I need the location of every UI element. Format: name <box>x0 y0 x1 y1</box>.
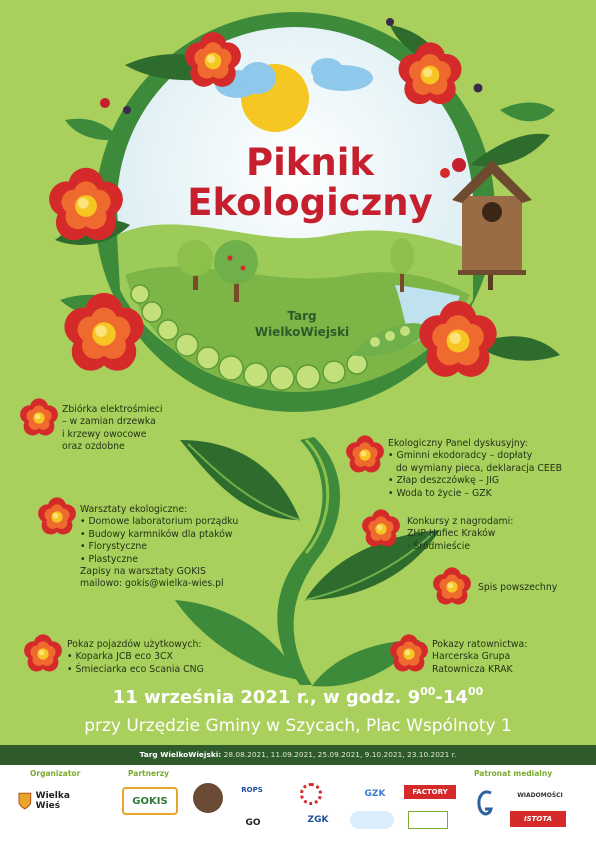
warsztaty-note: Zapisy na warsztaty GOKIS <box>80 566 206 578</box>
zbiorka-line: – w zamian drzewka <box>62 416 156 428</box>
zbiorka-line: i krzewy owocowe <box>62 428 147 440</box>
warsztaty-item: • Florystyczne <box>80 541 238 553</box>
warsztaty-item: • Domowe laboratorium porządku <box>80 516 238 528</box>
pokaz-item: • Śmieciarka eco Scania CNG <box>67 664 204 676</box>
spis-block <box>478 582 557 594</box>
konkursy-line: ZHP Hufiec Kraków <box>407 528 496 540</box>
pokaz-block <box>67 639 204 676</box>
zgk-logo-text: ZGK <box>307 815 329 825</box>
wiadomosci-logo <box>510 789 570 801</box>
panel-heading: Ekologiczny Panel dyskusyjny: <box>388 438 528 449</box>
ratownictwo-line: Harcerska Grupa <box>432 651 511 663</box>
wielkawies-logo-text: Wielka Wieś <box>35 791 70 811</box>
wielkawies-logo <box>18 787 96 815</box>
warsztaty-heading: Warsztaty ekologiczne: <box>80 504 188 515</box>
factory-logo-text: FACTORY <box>412 788 448 796</box>
konkursy-line: Konkursy z nagrodami: <box>407 516 514 527</box>
eco-partner-logo <box>408 811 448 829</box>
pokaz-item: • Koparka JCB eco 3CX <box>67 651 204 663</box>
subtitle-line-1: Targ <box>287 309 317 323</box>
istota-logo <box>510 811 566 827</box>
factory-logo <box>404 785 456 799</box>
ratownictwo-line: Pokazy ratownictwa: <box>432 639 528 650</box>
partner-dots-logo <box>300 783 322 805</box>
ratownictwo-line: Ratownicza KRAK <box>432 663 513 675</box>
coat-of-arms-icon <box>18 792 32 810</box>
zgk-logo <box>300 811 336 829</box>
media-label: Patronat medialny <box>474 769 553 778</box>
istota-logo-text: ISTOTA <box>523 815 553 823</box>
warsztaty-email[interactable]: mailowo: gokis@wielka-wies.pl <box>80 578 224 590</box>
pokaz-heading: Pokaz pojazdów użytkowych: <box>67 639 202 650</box>
strip-label: Targ WielkoWiejski: <box>139 750 222 759</box>
wiadomosci-logo-text: WIADOMOŚCI <box>517 791 563 799</box>
warsztaty-item: • Plastyczne <box>80 554 238 566</box>
rops-logo-text: ROPS <box>241 786 263 794</box>
market-dates-strip <box>0 745 596 765</box>
page-title <box>160 143 460 223</box>
konkursy-line: - Śródmieście <box>407 540 471 552</box>
g-emblem-icon <box>475 787 495 823</box>
zbiorka-block <box>62 404 163 454</box>
gzk-logo-text: GZK <box>364 789 386 799</box>
ratownictwo-block <box>432 639 527 676</box>
spis-line: Spis powszechny <box>478 582 558 593</box>
zbiorka-line: Zbiórka elektrośmieci <box>62 404 163 415</box>
subtitle-line-2: WielkoWiejski <box>254 325 350 339</box>
centrum-logo <box>350 811 394 829</box>
warsztaty-item: • Budowy karmników dla ptaków <box>80 529 238 541</box>
gzk-logo <box>355 783 395 805</box>
rops-logo <box>238 783 266 797</box>
sponsors-bar <box>0 765 596 842</box>
title-line-2: Ekologiczny <box>187 181 433 224</box>
title-line-1: Piknik <box>245 141 375 184</box>
organizer-label: Organizator <box>30 769 81 778</box>
event-start-minutes: 00 <box>420 685 436 698</box>
panel-item-cont: do wymiany pieca, deklaracja CEEB <box>396 462 563 474</box>
media-g-logo <box>474 785 496 825</box>
partners-label: Partnerzy <box>128 769 170 778</box>
go-logo-text: GO <box>245 818 261 828</box>
konkursy-block <box>407 516 513 553</box>
panel-item: • Złap deszczówkę – JIG <box>388 475 562 487</box>
panel-block <box>388 438 562 500</box>
event-end-minutes: 00 <box>467 685 484 698</box>
go-logo <box>238 815 268 831</box>
strip-dates: 28.08.2021, 11.09.2021, 25.09.2021, 9.10.2021, 23.10.2021 r. <box>223 750 457 759</box>
panel-item: • Woda to życie – GZK <box>388 488 562 500</box>
gokis-logo <box>122 787 178 815</box>
zbiorka-line: oraz ozdobne <box>62 441 125 453</box>
warsztaty-block <box>80 504 238 591</box>
gokis-logo-text: GOKIS <box>132 795 168 807</box>
event-place: przy Urzędzie Gminy w Szycach, Plac Wspólnoty 1 <box>84 716 512 736</box>
event-date-text: 11 września 2021 r., w godz. 9 <box>112 687 421 708</box>
event-date <box>0 687 596 708</box>
panel-item: • Gminni ekodoradcy – dopłaty <box>388 450 562 462</box>
event-dash: -14 <box>435 687 468 708</box>
partner-round-logo <box>193 783 223 813</box>
subtitle <box>232 308 372 340</box>
